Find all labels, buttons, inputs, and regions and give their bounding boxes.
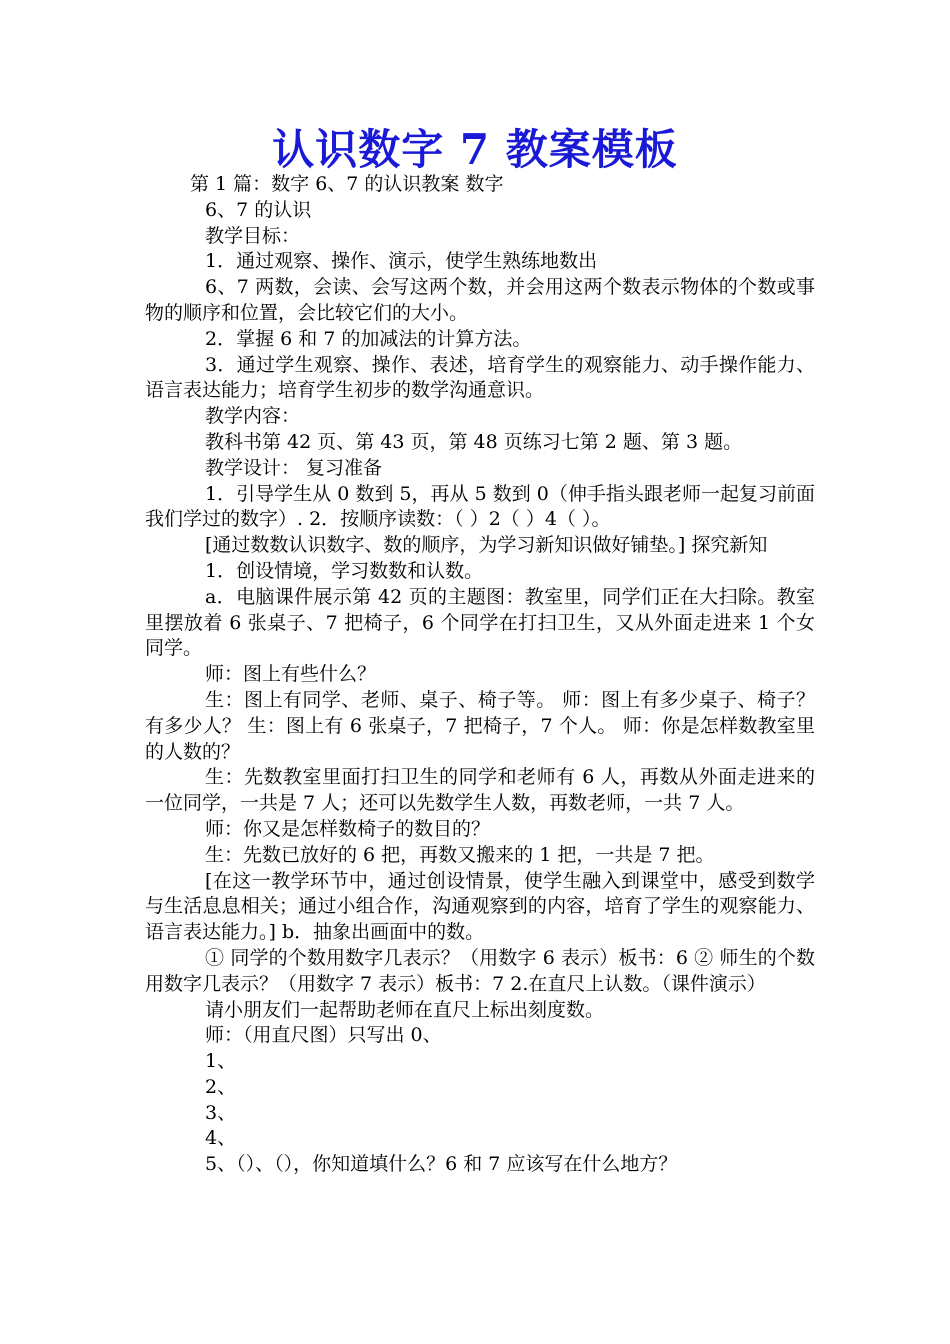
document-title: 认识数字 7 教案模板 bbox=[272, 125, 678, 174]
document-paragraph: 6、7 的认识 bbox=[205, 198, 312, 221]
document-paragraph: 1．创设情境，学习数数和认数。 bbox=[205, 559, 484, 582]
document-paragraph: 3、 bbox=[205, 1101, 237, 1124]
document-paragraph: 请小朋友们一起帮助老师在直尺上标出刻度数。 bbox=[205, 998, 605, 1021]
document-paragraph: 师：你又是怎样数椅子的数目的？ bbox=[205, 817, 491, 840]
document-paragraph: [通过数数认识数字、数的顺序，为学习新知识做好铺垫。] 探究新知 bbox=[205, 534, 768, 557]
document-paragraph: 教学设计： 复习准备 bbox=[205, 456, 383, 479]
document-paragraph: 教学内容： bbox=[205, 405, 301, 428]
document-paragraph: 1．引导学生从 0 数到 5，再从 5 数到 0（伸手指头跟老师一起复习前面我们学过的数字）. 2．按顺序读数：（ ）2（ ）4（ ）。 bbox=[145, 482, 815, 531]
document-paragraph: 2、 bbox=[205, 1075, 237, 1098]
document-paragraph: 生：先数已放好的 6 把，再数又搬来的 1 把，一共是 7 把。 bbox=[205, 843, 715, 866]
document-paragraph: 教科书第 42 页、第 43 页，第 48 页练习七第 2 题、第 3 题。 bbox=[205, 430, 743, 453]
document-paragraph: 1．通过观察、操作、演示，使学生熟练地数出 bbox=[205, 250, 598, 273]
document-paragraph: 4、 bbox=[205, 1127, 237, 1150]
document-paragraph: 师：（用直尺图）只写出 0、 bbox=[205, 1024, 442, 1047]
document-paragraph: 教学目标： bbox=[205, 224, 301, 247]
document-paragraph: 6、7 两数，会读、会写这两个数，并会用这两个数表示物体的个数或事物的顺序和位置，会比较它们的大小。 bbox=[145, 276, 815, 324]
document-paragraph: [在这一教学环节中，通过创设情景，使学生融入到课堂中，感受到数学与生活息息相关；通过小组合作，沟通观察到的内容，培育了学生的观察能力、语言表达能力。] b．抽象出画面中的数。 bbox=[145, 869, 815, 944]
document-paragraph: 5、（）、（），你知道填什么？6 和 7 应该写在什么地方？ bbox=[205, 1153, 678, 1176]
document-paragraph: 师：图上有些什么？ bbox=[205, 663, 377, 686]
document-paragraph: 生：先数教室里面打扫卫生的同学和老师有 6 人，再数从外面走进来的一位同学，一共是 7 人；还可以先数学生人数，再数老师，一共 7 人。 bbox=[145, 766, 815, 815]
document-paragraph: ① 同学的个数用数字几表示？（用数字 6 表示）板书：6 ② 师生的个数用数字几表示？（用数字 7 表示）板书：7 2.在直尺上认数。（课件演示） bbox=[145, 946, 815, 995]
document-paragraph: 生：图上有同学、老师、桌子、椅子等。 师：图上有多少桌子、椅子？有多少人？ 生：图上有 6 张桌子，7 把椅子，7 个人。 师：你是怎样数教室里的人数的？ bbox=[145, 688, 815, 763]
document-paragraph: 第 1 篇：数字 6、7 的认识教案 数字 bbox=[190, 173, 504, 195]
document-paragraph: 3．通过学生观察、操作、表述，培育学生的观察能力、动手操作能力、语言表达能力；培育学生初步的数学沟通意识。 bbox=[145, 353, 815, 402]
document-paragraph: 1、 bbox=[205, 1050, 237, 1073]
document-paragraph: a．电脑课件展示第 42 页的主题图：教室里，同学们正在大扫除。教室里摆放着 6 张桌子、7 把椅子，6 个同学在打扫卫生，又从外面走进来 1 个女同学。 bbox=[145, 585, 815, 660]
document-body bbox=[145, 172, 815, 1178]
document-paragraph: 2．掌握 6 和 7 的加减法的计算方法。 bbox=[205, 327, 532, 350]
